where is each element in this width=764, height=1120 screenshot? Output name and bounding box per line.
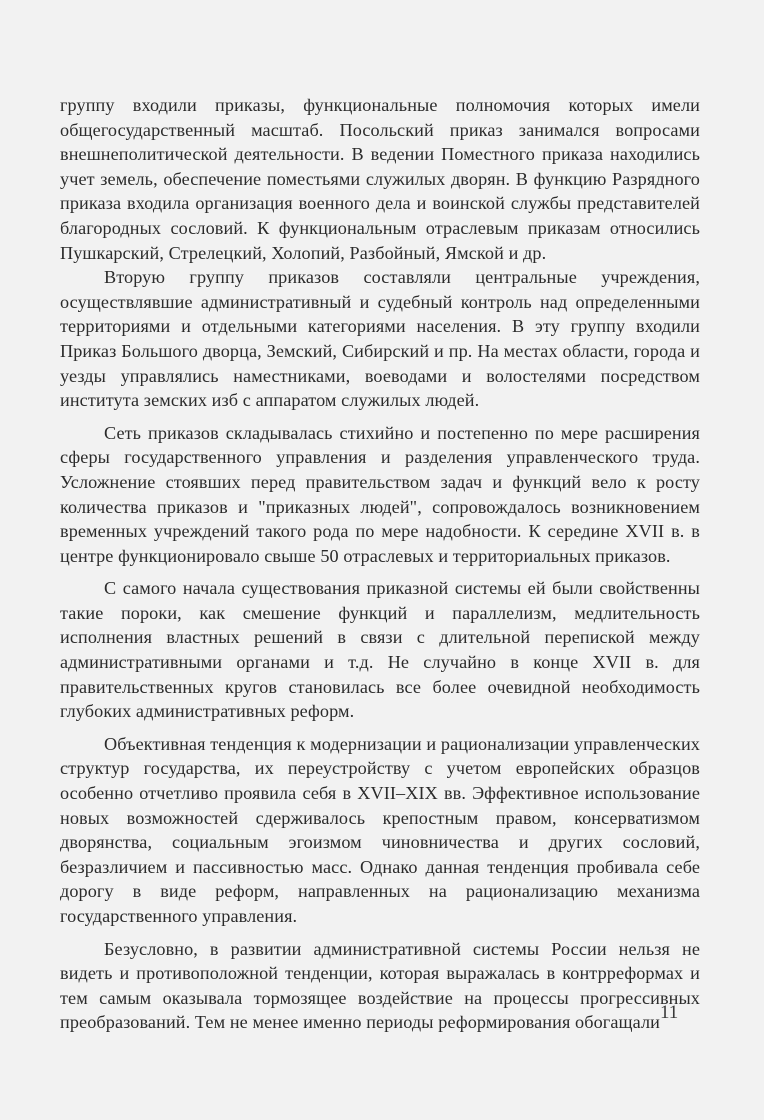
paragraph-2: Вторую группу приказов составляли центральные учреждения, осуществлявшие административный и судебный контроль над определенными территориями и отдельными категориями населения. В эту группу входили Приказ Большого дворца, Земский, Сибирский и пр. На местах области, города и уезды управлялись наместниками, воеводами и волостелями посредством института земских изб с аппаратом служилых людей. (60, 267, 700, 411)
paragraph-5: Объективная тенденция к модернизации и рационализации управленческих структур государства, их переустройству с учетом европейских образцов особенно отчетливо проявила себя в XVII–XIX вв. Эффективное использование новых возможностей сдерживалось крепостным правом, консерватизмом дворянства, социальным эгоизмом чиновничества и других сословий, безразличием и пассивностью масс. Однако данная тенденция пробивала себе дорогу в виде реформ, направленных на рационализацию механизма государственного управления. (60, 733, 700, 926)
paragraph-4: С самого начала существования приказной системы ей были свойственны такие пороки, как смешение функций и параллелизм, медлительность исполнения властных решений в связи с длительной перепиской между административными органами и т.д. Не случайно в конце XVII в. для правительственных кругов становилась все более очевидной необходимость глубоких административных реформ. (60, 578, 700, 722)
paragraph-1: группу входили приказы, функциональные полномочия которых имели общегосударственный масштаб. Посольский приказ занимался вопросами внешнеполитической деятельности. В ведении Поместного приказа находились учет земель, обеспечение поместьями служилых дворян. В функцию Разрядного приказа входила организация военного дела и воинской службы представителей благородных сословий. К функциональным отраслевым приказам относились Пушкарский, Стрелецкий, Холопий, Разбойный, Ямской и др. (60, 95, 700, 263)
paragraph-6: Безусловно, в развитии административной системы России нельзя не видеть и противоположной тенденции, которая выражалась в контрреформах и тем самым оказывала тормозящее воздействие на процессы прогрессивных преобразований. Тем не менее именно периоды реформирования обогащали (60, 938, 700, 1033)
page-body-text (60, 93, 700, 1035)
paragraph-3: Сеть приказов складывалась стихийно и постепенно по мере расширения сферы государственного управления и разделения управленческого труда. Усложнение стоявших перед правительством задач и функций вело к росту количества приказов и "приказных людей", сопровождалось возникновением временных учреждений такого рода по мере надобности. К середине XVII в. в центре функционировало свыше 50 отраслевых и территориальных приказов. (60, 422, 700, 566)
page-number: 11 (660, 1002, 679, 1023)
